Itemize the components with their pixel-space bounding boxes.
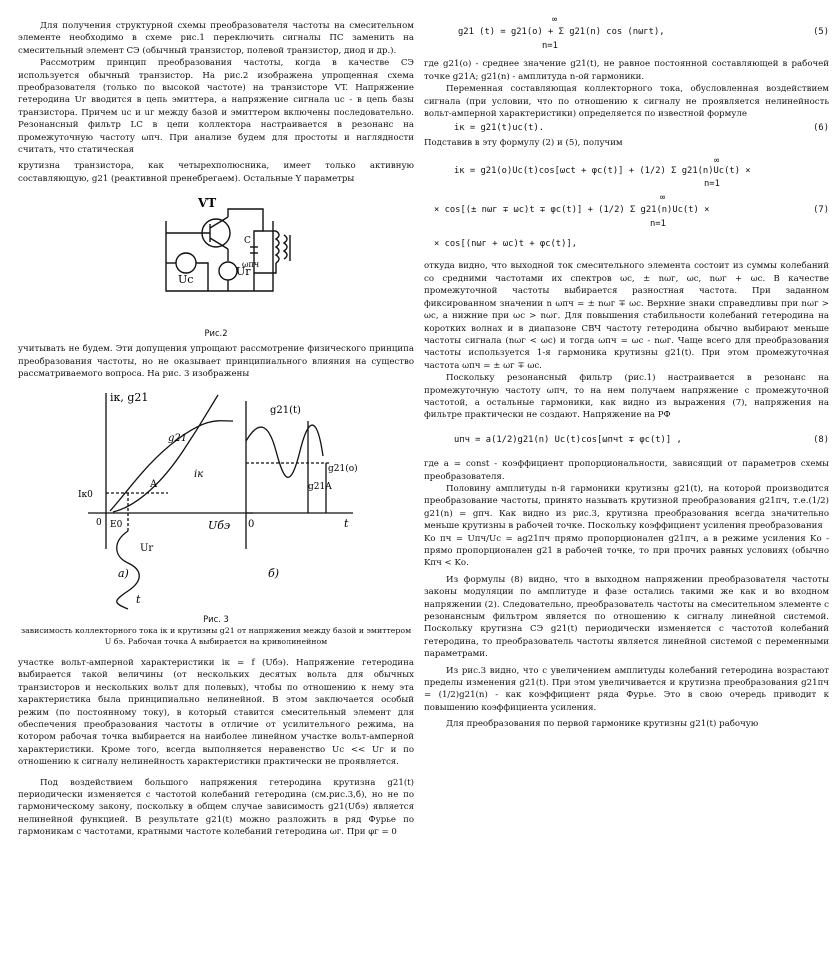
- figure-2-caption: Рис.2: [204, 328, 228, 339]
- left-paragraph-4: учитывать не будем. Эти допущения упрощают рассмотрение физического принципа преобразования частоты, но не оказывает принципиального влияния на существо рассматриваемого вопроса. На рис. 3 изображены: [18, 344, 414, 380]
- ik-curve: [113, 395, 218, 512]
- eq7b-sub: n=1: [650, 219, 666, 230]
- left-column: [18, 0, 414, 839]
- g21t-label: g21(t): [270, 404, 301, 416]
- right-paragraph-4: откуда видно, что выходной ток смесительного элемента состоит из суммы колебаний со средними частотами их спектров ωс, ± nωг, ωс, nωг + ωс. В качестве промежуточной частоты выбирается разностная частота. При заданном фиксированном значении n ωпч = ± nωг ∓ ωс. Верхние знаки справедливы при nωг > ωс, а нижние при ωс > nωг. Для повышения стабильности колебаний гетеродина на коротких волнах и в диапазоне СВЧ частоту гетеродина обычно выбирают меньше частоты сигнала (nωг < ωс) и тогда ωпч = ωс - nωг. Чаще всего для преобразования частоты используется 1-я гармоника крутизны g21(t). При этом промежуточная частота ωпч = ± ωг ∓ ωс.: [424, 261, 829, 371]
- right-column: [424, 0, 829, 731]
- ik0-label: Iк0: [78, 489, 93, 500]
- e0-label: E0: [110, 519, 123, 530]
- characteristic-diagram: [18, 381, 414, 613]
- equation-7b: [424, 204, 829, 216]
- figure-3-caption: Рис. 3: [203, 613, 229, 624]
- eq7-number: (7): [813, 204, 829, 215]
- right-paragraph-1: где g21(o) - среднее значение g21(t), не равное постоянной составляющей в рабочей точке g21A; g21(n) - амплитуда n-ой гармоники.: [424, 59, 829, 82]
- ug-axis-label: Ur: [140, 542, 154, 554]
- c-label: C: [244, 236, 251, 247]
- label-b: б): [268, 566, 280, 580]
- left-paragraph-6: Под воздействием большого напряжения гетеродина крутизна g21(t) периодически изменяется с частотой колебаний гетеродина (см.рис.3,б), но не по гармоническому закону, поскольку в общем случае зависимость g21(Uбэ) является нелинейной функцией. В результате g21(t) можно разложить в ряд Фурье по гармоникам с частотами, кратными частоте колебаний гетеродина ωг. При φг = 0: [18, 777, 414, 838]
- eq8-text: uпч = a(1/2)g21(n) Uс(t)cos[ωпчt ∓ φс(t)] ,: [454, 434, 682, 445]
- right-paragraph-7: Половину амплитуды n-й гармоники крутизны g21(t), на которой производится преобразование частоты, принято называть крутизной преобразования g21пч, т.е.(1/2) g21(n) = gпч. Как видно из рис.3, крутизна преобразования всегда значительно меньше крутизны в рабочей точке. Поскольку коэффициент усиления преобразования: [424, 483, 829, 532]
- figure-3-subcaption: зависимость коллекторного тока iк и крутизны g21 от напряжения между базой и эмиттером U бэ. Рабочая точка А выбирается на криволинейном: [20, 625, 412, 646]
- equation-8: [424, 434, 829, 446]
- right-paragraph-2: Переменная составляющая коллекторного тока, обусловленная воздействием сигнала (при условии, что по отношению к сигналу не проявляется нелинейность вольт-амперной характеристики) определяется по известной формуле: [424, 84, 829, 120]
- point-a-label: A: [150, 478, 158, 490]
- figure-2: [18, 191, 414, 341]
- left-paragraph-3: крутизна транзистора, как четырехполюсника, имеет только активную составляющую, g21 (реактивной пренебрегаем). Остальные Y параметры: [18, 161, 414, 184]
- ik-g21-label: iк, g21: [110, 390, 149, 404]
- uc-label: Uc: [178, 273, 194, 287]
- eq8-number: (8): [813, 434, 829, 445]
- left-paragraph-2: Рассмотрим принцип преобразования частоты, когда в качестве СЭ используется обычный транзистор. На рис.2 изображена упрощенная схема преобразователя (только по высокой частоте) на транзисторе VT. Напряжение гетеродина Uг вводится в цепь эмиттера, а напряжение сигнала uс - в цепь базы транзистора. Причем uс и uг между базой и эмиттером включены последовательно. Резонансный фильтр LC в цепи коллектора настраивается в резонанс на промежуточную частоту ωпч. При анализе будем для простоты и наглядности считать, что статическая: [18, 58, 414, 156]
- t2-label: t: [344, 516, 349, 530]
- right-paragraph-9: Из формулы (8) видно, что в выходном напряжении преобразователя частоты законы модуляции по амплитуде и фазе остались такими же как и во входном напряжении (2). Следовательно, преобразователь частоты на смесительном элементе с резонансным фильтром является по отношению к сигналу линейной системой. Поскольку крутизна СЭ g21(t) периодически изменяется с частотой колебаний гетеродина, то преобразователь частоты является линейной системой с переменными параметрами.: [424, 574, 829, 660]
- eq7a-sub: n=1: [704, 178, 720, 189]
- zero2-label: 0: [248, 518, 255, 530]
- eq7c-text: × cos[(nωг + ωс)t + φс(t)],: [434, 239, 577, 250]
- label-a: а): [118, 566, 129, 580]
- eq5-text: g21 (t) = g21(o) + Σ g21(n) cos (nωгt),: [458, 27, 665, 37]
- eq7a-text: iк = g21(o)Uс(t)cos[ωсt + φс(t)] + (1/2) Σ g21(n)Uс(t) ×: [454, 166, 751, 177]
- wpch-label: ωпч: [242, 260, 260, 270]
- vt-label: VT: [198, 196, 217, 211]
- eq5-top: ∞: [552, 15, 558, 25]
- eq7b-top: ∞: [660, 192, 666, 203]
- ug-source: [219, 262, 237, 280]
- eq6-text: iк = g21(t)uс(t).: [454, 123, 545, 134]
- zero-label: 0: [96, 517, 102, 528]
- right-paragraph-8: Kо пч = Uпч/Uс = ag21пч прямо пропорционален g21пч, а в режиме усиления Kо - прямо пропорционален g21 в рабочей точке, то при прочих равных условиях (обычно Kпч < Kо.: [424, 533, 829, 569]
- g21a-label: g21A: [308, 481, 332, 492]
- circuit-diagram: [18, 191, 414, 341]
- ik-curve-label: iк: [194, 468, 204, 480]
- right-paragraph-3: Подставив в эту формулу (2) и (5), получим: [424, 137, 623, 148]
- ueb-label: Uбэ: [208, 518, 231, 532]
- eq6-number: (6): [813, 123, 829, 134]
- right-paragraph-10: Из рис.3 видно, что с увеличением амплитуды колебаний гетеродина возрастают пределы изменения g21(t). При этом увеличивается и крутизна преобразования g21пч = (1/2)g21(n) - как коэффициент ряда Фурье. Это в свою очередь приводит к повышению коэффициента усиления.: [424, 665, 829, 713]
- equation-6: [424, 122, 829, 134]
- g21t-wave: [246, 425, 323, 477]
- eq7a-top: ∞: [714, 156, 720, 167]
- uc-source: [176, 253, 196, 273]
- eq7b-text: × cos[(± nωг ∓ ωс)t ∓ φс(t)] + (1/2) Σ g21(n)Uс(t) ×: [434, 204, 710, 215]
- g21-curve-label: g21: [168, 432, 188, 444]
- ug-label: Ur: [236, 265, 251, 279]
- left-paragraph-1: Для получения структурной схемы преобразователя частоты на смесительном элементе необходимо в схеме рис.1 переключить сигналы ПС заменить на смесительный элемент СЭ (обычный транзистор, полевой транзистор, диод и др.).: [18, 21, 414, 56]
- right-paragraph-11: Для преобразования по первой гармонике крутизны g21(t) рабочую: [446, 719, 759, 730]
- eq5-sub: n=1: [542, 41, 558, 52]
- figure-3: [18, 381, 414, 613]
- eq5-number: (5): [813, 27, 829, 37]
- equation-5: [424, 26, 829, 38]
- t-label: t: [136, 592, 141, 606]
- left-paragraph-5: участке вольт-амперной характеристики iк = f (Uбэ). Напряжение гетеродина выбирается такой величины (от нескольких десятых вольта для обычных транзисторов и нескольких вольт для полевых), чтобы по отношению к нему эта характеристика была принципиально нелинейной. В этом заключается особый режим (по постоянному току), в который ставится смесительный элемент для обеспечения преобразования частоты в отличие от усилительного режима, на котором рабочая точка выбирается на наиболее линейном участке вольт-амперной характеристики. Кроме того, всегда выполняется неравенство Uс << Uг и по отношению к сигналу нелинейность характеристики практически не проявляется.: [18, 657, 414, 768]
- g21o-label: g21(o): [328, 463, 358, 474]
- right-paragraph-5: Поскольку резонансный фильтр (рис.1) настраивается в резонанс на промежуточную частоту ωпч, то на нем получаем напряжение с промежуточной частотой, а остальные гармоники, как видно из выражения (7), напряжения на фильтре практически не создают. Напряжение на РФ: [424, 373, 829, 421]
- right-paragraph-6: где a = const - коэффициент пропорциональности, зависящий от параметров схемы преобразователя.: [424, 459, 829, 482]
